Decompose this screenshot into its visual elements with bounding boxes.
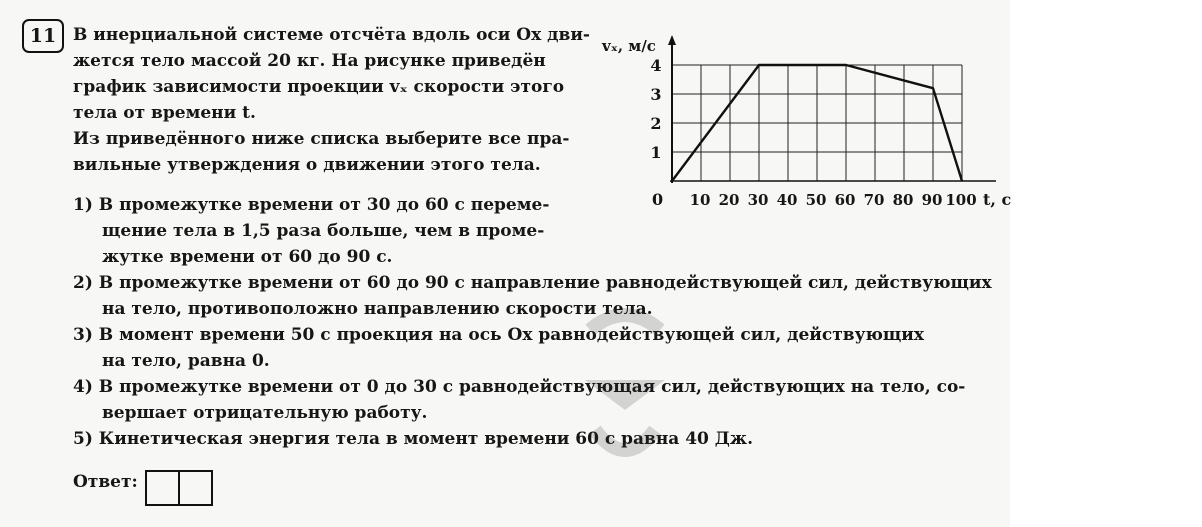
x-tick-label: 10 [689,191,711,209]
intro-line: жется тело массой 20 кг. На рисунке приведён [73,51,546,71]
answer-cell[interactable] [145,470,180,506]
intro-line: Из приведённого ниже списка выберите все пра- [73,129,570,149]
answer-label: Ответ: [73,472,138,492]
velocity-chart [600,26,1012,216]
option-1 [73,192,549,270]
option-2 [73,270,992,322]
option-line: 4) В промежутке времени от 0 до 30 с равнодействующая сил, действующих на тело, со- [73,377,966,397]
option-line: 5) Кинетическая энергия тела в момент времени 60 с равна 40 Дж. [73,429,754,449]
option-line: на тело, равна 0. [102,351,270,371]
x-tick-label: 30 [747,191,769,209]
x-axis-label: t, с [983,190,1012,209]
y-tick-label: 4 [650,56,662,75]
x-tick-label: 20 [718,191,740,209]
x-tick-label: 80 [892,191,914,209]
answer-cell[interactable] [178,470,213,506]
task-number: 11 [22,19,64,53]
x-tick-label: 60 [834,191,856,209]
intro-line: график зависимости проекции vₓ скорости этого [73,77,565,97]
chart-axes [668,35,996,183]
option-line: 2) В промежутке времени от 60 до 90 с направление равнодействующей сил, действующих [73,273,992,293]
intro-line: тела от времени t. [73,103,256,123]
x-tick-label: 90 [921,191,943,209]
x-tick-label: 40 [776,191,798,209]
option-4 [73,374,965,426]
option-line: жутке времени от 60 до 90 с. [102,247,393,267]
option-line: вершает отрицательную работу. [102,403,428,423]
intro-line: вильные утверждения о движении этого тела. [73,155,541,175]
x-tick-label: 100 [945,191,977,209]
watermark-icon [570,300,680,470]
option-line: на тело, противоположно направлению скорости тела. [102,299,653,319]
option-3 [73,322,924,374]
y-axis-label: vₓ, м/с [602,37,656,55]
y-tick-label: 2 [650,114,662,133]
answer-cells[interactable] [145,470,213,506]
task-intro [73,22,590,178]
option-line: 3) В момент времени 50 с проекция на ось Ox равнодействующей сил, действующих [73,325,925,345]
y-tick-label: 3 [650,85,662,104]
chart-ticks [650,56,976,209]
y-tick-label: 1 [650,143,662,162]
x-tick-label: 50 [805,191,827,209]
intro-line: В инерциальной системе отсчёта вдоль оси Ox дви- [73,25,590,45]
y-axis-arrow-icon [668,35,676,45]
x-tick-label: 70 [863,191,885,209]
option-line: 1) В промежутке времени от 30 до 60 с переме- [73,195,550,215]
option-line: щение тела в 1,5 раза больше, чем в проме- [102,221,545,241]
origin-label: 0 [652,190,664,209]
